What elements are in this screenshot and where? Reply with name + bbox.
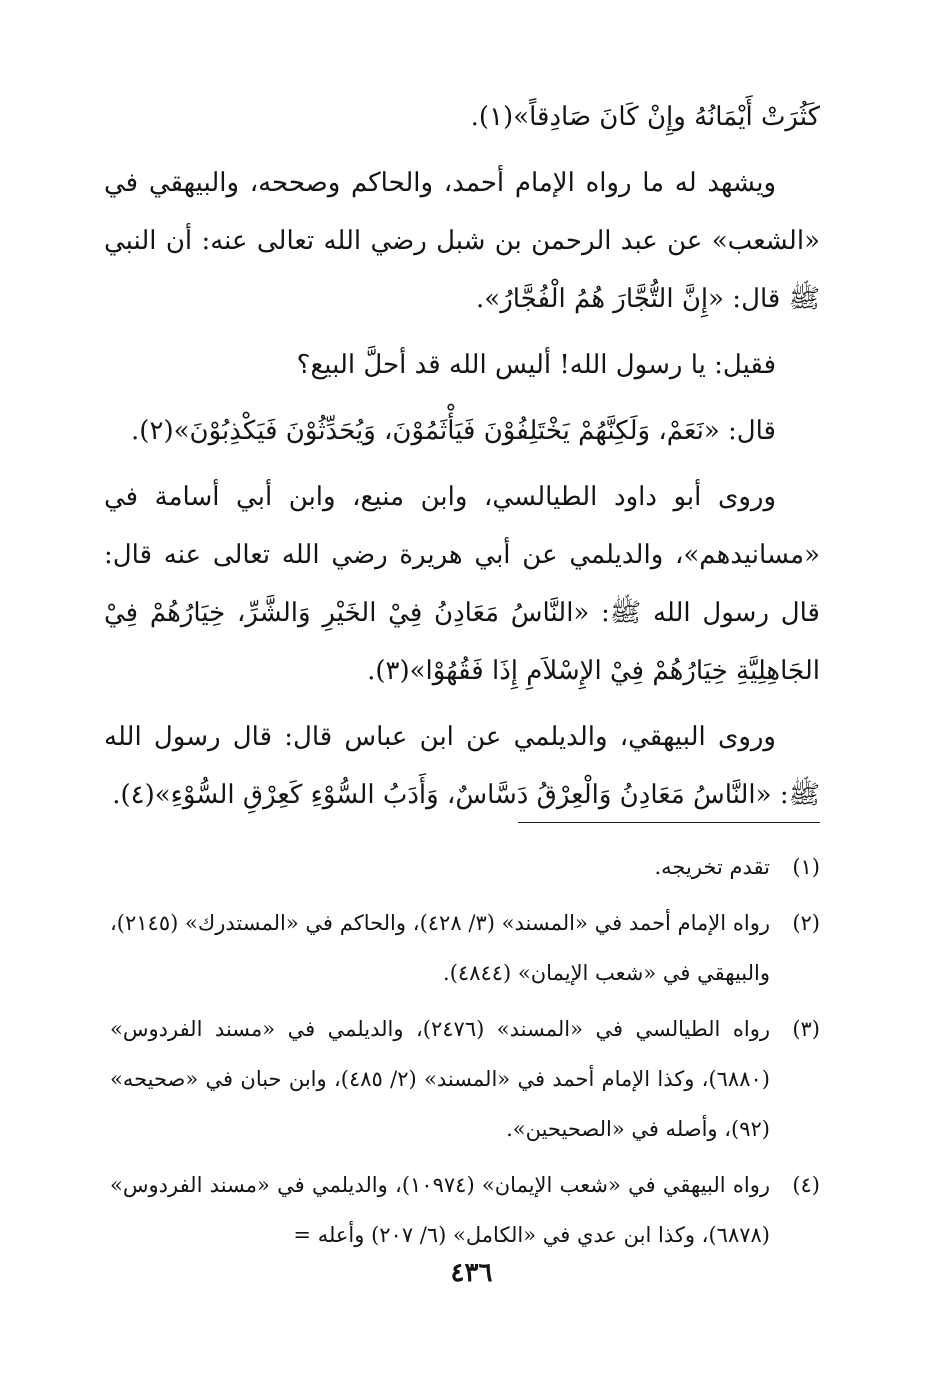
footnote-number: (٣) — [792, 1017, 820, 1041]
text-paragraph: وروى أبو داود الطيالسي، وابن منيع، وابن أبي أسامة في «مسانيدهم»، والديلمي عن أبي هريرة رضي الله تعالى عنه قال: قال رسول الله ﷺ: «النَّاسُ مَعَادِنُ فِيْ الخَيْرِ وَالشَّرِّ، خِيَارُهُمْ فِيْ الجَاهِلِيَّةِ خِيَارُهُمْ فِيْ الإِسْلاَمِ إِذَا فَقُهُوْا»(٣). — [104, 482, 820, 686]
footnote-separator — [518, 822, 820, 823]
footnote-text: رواه الطيالسي في «المسند» (٢٤٧٦)، والديلمي في «مسند الفردوس» (٦٨٨٠)، وكذا الإمام أحمد في «المسند» (٢/ ٤٨٥)، وابن حبان في «صحيحه» (٩٢)، وأصله في «الصحيحين». — [110, 1017, 770, 1141]
footnote-text: رواه البيهقي في «شعب الإيمان» (١٠٩٧٤)، والديلمي في «مسند الفردوس» (٦٨٧٨)، وكذا ابن عدي في «الكامل» (٦/ ٢٠٧) وأعله = — [110, 1173, 770, 1247]
text-paragraph: ويشهد له ما رواه الإمام أحمد، والحاكم وصححه، والبيهقي في «الشعب» عن عبد الرحمن بن شبل رضي الله تعالى عنه: أن النبي ﷺ قال: «إِنَّ التُّجَّارَ هُمُ الْفُجَّارُ». — [104, 168, 820, 314]
main-text — [104, 88, 820, 832]
footnote-text: رواه الإمام أحمد في «المسند» (٣/ ٤٢٨)، والحاكم في «المستدرك» (٢١٤٥)، والبيهقي في «شعب الإيمان» (٤٨٤٤). — [110, 911, 770, 985]
footnote-number: (١) — [792, 855, 820, 879]
footnote-number: (٤) — [792, 1173, 820, 1197]
text-paragraph: وروى البيهقي، والديلمي عن ابن عباس قال: قال رسول الله ﷺ: «النَّاسُ مَعَادِنُ وَالْعِرْقُ دَسَّاسٌ، وَأَدَبُ السُّوْءِ كَعِرْقِ السُّوْءِ»(٤). — [104, 722, 820, 810]
footnote-item — [110, 1004, 820, 1154]
page-number: ٤٣٦ — [450, 1258, 493, 1288]
text-paragraph: كَثُرَتْ أَيْمَانُهُ وإِنْ كَانَ صَادِقاً»(١). — [470, 102, 820, 132]
footnote-item — [110, 842, 820, 892]
footnote-item — [110, 1160, 820, 1260]
footnotes — [110, 842, 820, 1266]
footnote-number: (٢) — [792, 911, 820, 935]
text-paragraph: فقيل: يا رسول الله! أليس الله قد أحلَّ البيع؟ — [296, 350, 776, 380]
footnote-item — [110, 898, 820, 998]
text-paragraph: قال: «نَعَمْ، وَلَكِنَّهُمْ يَخْتَلِفُوْنَ فَيَأْثَمُوْنَ، وَيُحَدِّثُوْنَ فَيَكْذِبُوْنَ»(٢). — [131, 416, 776, 446]
footnote-text: تقدم تخريجه. — [654, 855, 770, 879]
